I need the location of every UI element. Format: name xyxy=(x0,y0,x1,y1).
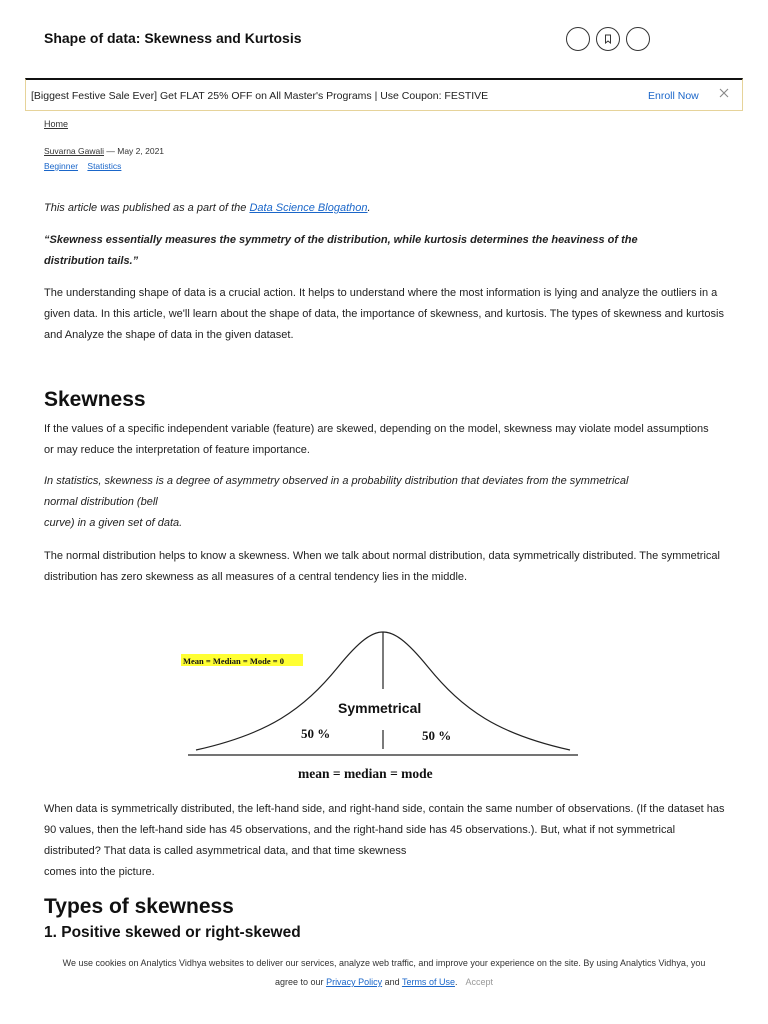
pull-quote: “Skewness essentially measures the symmetry of the distribution, while kurtosis determines the heaviness of the distribution tails.” xyxy=(44,234,638,267)
blogathon-prefix: This article was published as a part of the xyxy=(44,202,250,214)
blogathon-suffix: . xyxy=(367,202,371,214)
skewness-definition-line-3: curve) in a given set of data. xyxy=(44,517,183,529)
right-percent-label: 50 % xyxy=(422,728,452,743)
more-button[interactable] xyxy=(626,27,650,51)
terms-of-use-link[interactable]: Terms of Use xyxy=(401,977,455,987)
left-percent-label: 50 % xyxy=(301,726,331,741)
blogathon-note xyxy=(44,198,728,219)
intro-paragraph: The understanding shape of data is a crucial action. It helps to understand where the most information is lying and analyze the outliers in a given data. In this article, we'll learn about the shape of data, the importance of skewness, and kurtosis. The types of skewness and kurtosis and Analyze the shape of data in the given dataset. xyxy=(44,287,724,341)
promo-message: [Biggest Festive Sale Ever] Get FLAT 25% OFF on All Master's Programs | Use Coupon: FESTIVE xyxy=(31,90,489,102)
cookie-and: and xyxy=(382,977,402,987)
accept-button[interactable]: Accept xyxy=(465,977,493,987)
positive-skew-heading: 1. Positive skewed or right-skewed xyxy=(44,924,301,941)
publish-date: — May 2, 2021 xyxy=(104,146,165,156)
skewness-heading: Skewness xyxy=(44,388,146,411)
tag-statistics[interactable]: Statistics xyxy=(87,161,122,171)
mean-median-mode-label: Mean = Median = Mode = 0 xyxy=(183,656,284,666)
privacy-policy-link[interactable]: Privacy Policy xyxy=(326,977,383,987)
skewness-paragraph-1: If the values of a specific independent variable (feature) are skewed, depending on the model, skewness may violate model assumptions or may reduce the interpretation of feature importance. xyxy=(44,423,709,456)
blogathon-link[interactable]: Data Science Blogathon xyxy=(249,202,368,214)
enroll-now-link[interactable]: Enroll Now xyxy=(648,90,699,102)
symmetrical-label: Symmetrical xyxy=(338,700,422,716)
skewness-definition-line-1: In statistics, skewness is a degree of asymmetry observed in a probability distribution that deviates from the symmetrical xyxy=(44,475,629,487)
cookie-banner xyxy=(0,950,768,1024)
skewness-paragraph-2: The normal distribution helps to know a skewness. When we talk about normal distribution, data symmetrically distributed. The symmetrical distribution has zero skewness as all measures of a central tendency lies in the middle. xyxy=(44,550,720,583)
cookie-consent-line xyxy=(0,977,768,987)
after-figure-paragraph xyxy=(44,799,728,883)
cookie-prefix: agree to our xyxy=(275,977,327,987)
close-icon[interactable] xyxy=(718,87,730,99)
bookmark-button[interactable] xyxy=(596,27,620,51)
skewness-definition-line-2: normal distribution (bell xyxy=(44,496,158,508)
author-link[interactable]: Suvarna Gawali xyxy=(44,146,105,156)
after-figure-text: When data is symmetrically distributed, the left-hand side, and right-hand side, contain the same number of observations. (If the dataset has 90 values, then the left-hand side has 45 observations, and the right-hand side has 45 observations.). But, what if not symmetrical distributed? That data is called asymmetrical data, and that time skewness xyxy=(44,803,725,857)
types-of-skewness-heading: Types of skewness xyxy=(44,895,234,918)
axis-label: mean = median = mode xyxy=(298,766,433,781)
bookmark-icon xyxy=(603,34,613,44)
breadcrumb-home[interactable]: Home xyxy=(44,119,69,129)
tag-list xyxy=(44,161,128,171)
tag-beginner[interactable]: Beginner xyxy=(44,161,79,171)
cookie-period: . xyxy=(454,977,458,987)
top-bar xyxy=(0,0,768,78)
promo-banner xyxy=(25,78,743,111)
skewness-definition xyxy=(44,471,728,534)
page-title: Shape of data: Skewness and Kurtosis xyxy=(44,30,302,46)
share-button[interactable] xyxy=(566,27,590,51)
cookie-message: We use cookies on Analytics Vidhya websites to deliver our services, analyze web traffic, and improve your experience on the site. By using Analytics Vidhya, you xyxy=(62,958,706,968)
after-figure-text-end: comes into the picture. xyxy=(44,866,155,878)
article-meta xyxy=(44,146,164,156)
symmetrical-distribution-figure xyxy=(178,622,588,786)
